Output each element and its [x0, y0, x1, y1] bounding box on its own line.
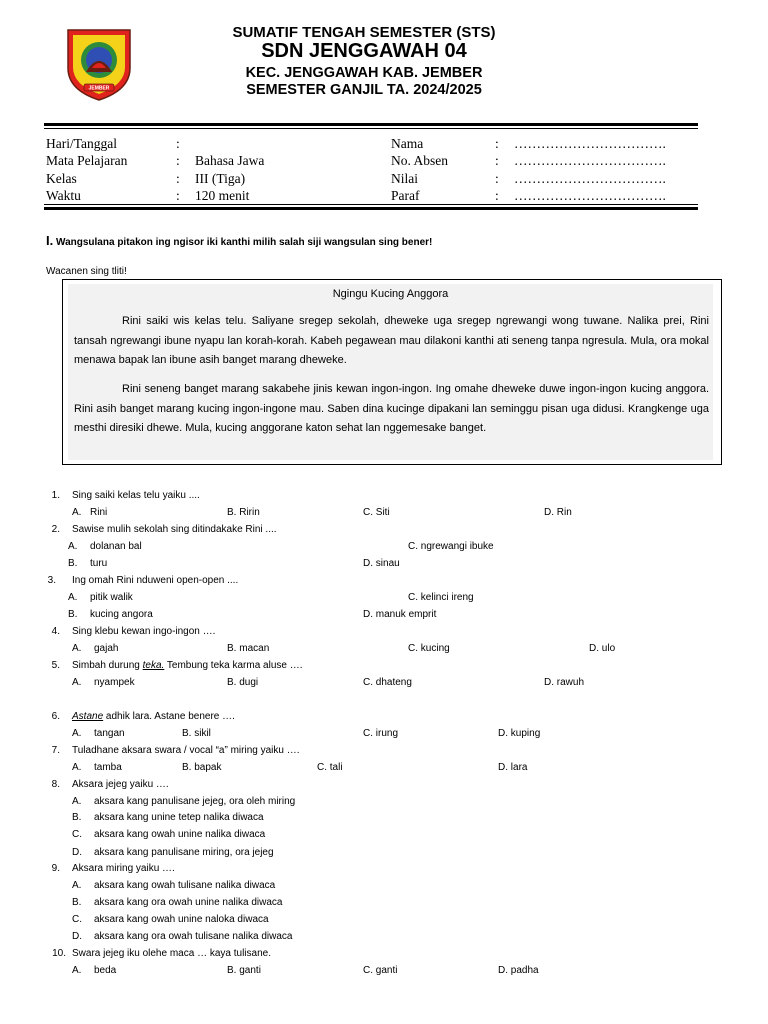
answer-option[interactable]: nyampek — [94, 677, 135, 688]
option-letter: A. — [72, 965, 82, 976]
question-text: Sawise mulih sekolah sing ditindakake Rini .... — [72, 524, 277, 535]
answer-option[interactable]: aksara kang owah unine nalika diwaca — [94, 829, 266, 840]
option-letter: B. — [68, 558, 78, 569]
answer-option[interactable]: C. irung — [363, 728, 399, 739]
value-waktu: 120 menit — [195, 188, 250, 203]
answer-option[interactable]: D. kuping — [498, 728, 541, 739]
answer-option[interactable]: D. manuk emprit — [363, 609, 437, 620]
answer-option[interactable]: B. dugi — [227, 677, 259, 688]
bottom-rule-thin — [44, 204, 698, 205]
question-text: Swara jejeg iku olehe maca … kaya tulisane. — [72, 948, 271, 959]
section-instruction — [46, 233, 432, 248]
label-nama: Nama — [391, 136, 424, 151]
option-letter: A. — [72, 643, 82, 654]
question-text: Ing omah Rini nduweni open-open .... — [72, 575, 239, 586]
answer-option[interactable]: B. sikil — [182, 728, 211, 739]
semester-year: SEMESTER GANJIL TA. 2024/2025 — [246, 82, 482, 98]
label-hari-tanggal: Hari/Tanggal — [46, 136, 118, 151]
answer-option[interactable]: D. lara — [498, 762, 528, 773]
option-letter: D. — [72, 847, 82, 858]
option-letter: B. — [72, 897, 82, 908]
answer-option[interactable]: B. Ririn — [227, 507, 260, 518]
answer-option[interactable]: tangan — [94, 728, 125, 739]
school-district: KEC. JENGGAWAH KAB. JEMBER — [245, 65, 483, 81]
answer-option[interactable]: dolanan bal — [90, 541, 142, 552]
exam-title: SUMATIF TENGAH SEMESTER (STS) — [232, 24, 496, 41]
question-text: Sing klebu kewan ingo-ingon …. — [72, 626, 216, 637]
label-mata-pelajaran: Mata Pelajaran — [46, 153, 128, 168]
underlined-word: teka. — [142, 660, 165, 671]
answer-option[interactable]: aksara kang unine tetep nalika diwaca — [94, 812, 264, 823]
answer-option[interactable]: C. ngrewangi ibuke — [408, 541, 494, 552]
question-number: 6. — [51, 711, 60, 722]
label-nilai: Nilai — [391, 171, 418, 186]
question-text: Astane adhik lara. Astane benere …. — [72, 711, 235, 722]
question-number: 9. — [51, 863, 60, 874]
option-letter: A. — [72, 880, 82, 891]
field-no-absen[interactable]: ……………………………. — [514, 153, 666, 168]
answer-option[interactable]: D. Rin — [544, 507, 572, 518]
answer-option[interactable]: C. tali — [317, 762, 343, 773]
field-paraf[interactable]: ……………………………. — [514, 188, 666, 203]
passage-paragraph: Rini saiki wis kelas telu. Saliyane sregep sekolah, dheweke uga sregep ngrewangi wong tuwane. Nalika prei, Rini tansah ngrewangi ibune nyapu lan korah-korah. Kabeh pegawean mau dilakoni kanthi ati seneng tanpa ngresula. Mula, ora mokal menawa bapak lan ibune asih banget marang dheweke. — [74, 315, 709, 366]
option-letter: A. — [68, 592, 78, 603]
answer-option[interactable]: aksara kang ora owah unine nalika diwaca — [94, 897, 283, 908]
answer-option[interactable]: C. kucing — [408, 643, 450, 654]
jember-regency-logo — [64, 28, 134, 102]
answer-option[interactable]: gajah — [94, 643, 119, 654]
question-number: 7. — [51, 745, 60, 756]
instruction-text: Wangsulana pitakon ing ngisor iki kanthi milih salah siji wangsulan sing bener! — [56, 237, 433, 248]
answer-option[interactable]: kucing angora — [90, 609, 153, 620]
question-number: 8. — [51, 779, 60, 790]
option-letter: C. — [72, 914, 82, 925]
answer-option[interactable]: C. dhateng — [363, 677, 412, 688]
question-text: Tuladhane aksara swara / vocal “a” miring yaiku …. — [72, 745, 300, 756]
field-nama[interactable]: ……………………………. — [514, 136, 666, 151]
option-letter: B. — [72, 812, 82, 823]
answer-option[interactable]: aksara kang ora owah tulisane nalika diwaca — [94, 931, 293, 942]
answer-option[interactable]: aksara kang panulisane jejeg, ora oleh miring — [94, 796, 296, 807]
question-number: 5. — [51, 660, 60, 671]
option-letter: A. — [72, 796, 82, 807]
top-rule-thick — [44, 123, 698, 126]
answer-option[interactable]: B. macan — [227, 643, 270, 654]
label-paraf: Paraf — [391, 188, 420, 203]
label-waktu: Waktu — [46, 188, 81, 203]
answer-option[interactable]: B. ganti — [227, 965, 261, 976]
answer-option[interactable]: beda — [94, 965, 117, 976]
option-letter: C. — [72, 829, 82, 840]
section-number: I. — [46, 233, 54, 248]
answer-option[interactable]: aksara kang panulisane miring, ora jejeg — [94, 847, 274, 858]
answer-option[interactable]: B. bapak — [182, 762, 222, 773]
question-number: 3. — [47, 575, 56, 586]
answer-option[interactable]: C. Siti — [363, 507, 390, 518]
answer-option[interactable]: Rini — [90, 507, 108, 518]
label-kelas: Kelas — [46, 171, 77, 186]
question-text: Aksara miring yaiku …. — [72, 863, 175, 874]
passage-paragraph: Rini seneng banget marang sakabehe jinis kewan ingon-ingon. Ing omahe dheweke duwe ingon-ingon kucing anggora. Rini asih banget marang kucing ingon-ingone mau. Saben dina kucinge dipakani lan seminggu pisan uga didusi. Krangkenge uga mesthi diresiki dhewe. Mula, kucing anggorane katon sehat lan nggemesake banget. — [74, 383, 709, 434]
value-mata-pelajaran: Bahasa Jawa — [195, 153, 265, 168]
label-no-absen: No. Absen — [391, 153, 448, 168]
answer-option[interactable]: aksara kang owah tulisane nalika diwaca — [94, 880, 276, 891]
reading-passage-shading — [68, 284, 713, 460]
answer-option[interactable]: C. kelinci ireng — [408, 592, 474, 603]
reading-prompt: Wacanen sing tliti! — [46, 266, 127, 277]
value-kelas: III (Tiga) — [195, 171, 246, 186]
option-letter: A. — [72, 728, 82, 739]
answer-option[interactable]: C. ganti — [363, 965, 398, 976]
question-text: Sing saiki kelas telu yaiku .... — [72, 490, 200, 501]
field-nilai[interactable]: ……………………………. — [514, 171, 666, 186]
question-text: Simbah durung teka. Tembung teka karma aluse …. — [72, 660, 303, 671]
answer-option[interactable]: turu — [90, 558, 108, 569]
top-rule-thin — [44, 128, 698, 129]
answer-option[interactable]: aksara kang owah unine naloka diwaca — [94, 914, 269, 925]
answer-option[interactable]: D. sinau — [363, 558, 400, 569]
question-number: 10. — [52, 948, 66, 959]
answer-option[interactable]: D. ulo — [589, 643, 616, 654]
logo-label: JEMBER — [88, 85, 110, 92]
reading-passage-box — [62, 279, 722, 465]
question-text: Aksara jejeg yaiku …. — [72, 779, 169, 790]
answer-option[interactable]: D. padha — [498, 965, 539, 976]
question-number: 1. — [51, 490, 60, 501]
underlined-word: Astane — [72, 711, 104, 722]
passage-title: Ngingu Kucing Anggora — [332, 288, 449, 300]
option-letter: A. — [72, 507, 82, 518]
option-letter: D. — [72, 931, 82, 942]
answer-option[interactable]: D. rawuh — [544, 677, 585, 688]
option-letter: A. — [72, 677, 82, 688]
question-number: 2. — [51, 524, 60, 535]
answer-option[interactable]: tamba — [94, 762, 122, 773]
answer-option[interactable]: pitik walik — [90, 592, 133, 603]
option-letter: A. — [68, 541, 78, 552]
question-number: 4. — [51, 626, 60, 637]
bottom-rule-thick — [44, 207, 698, 210]
option-letter: A. — [72, 762, 82, 773]
school-name: SDN JENGGAWAH 04 — [261, 40, 467, 62]
option-letter: B. — [68, 609, 78, 620]
